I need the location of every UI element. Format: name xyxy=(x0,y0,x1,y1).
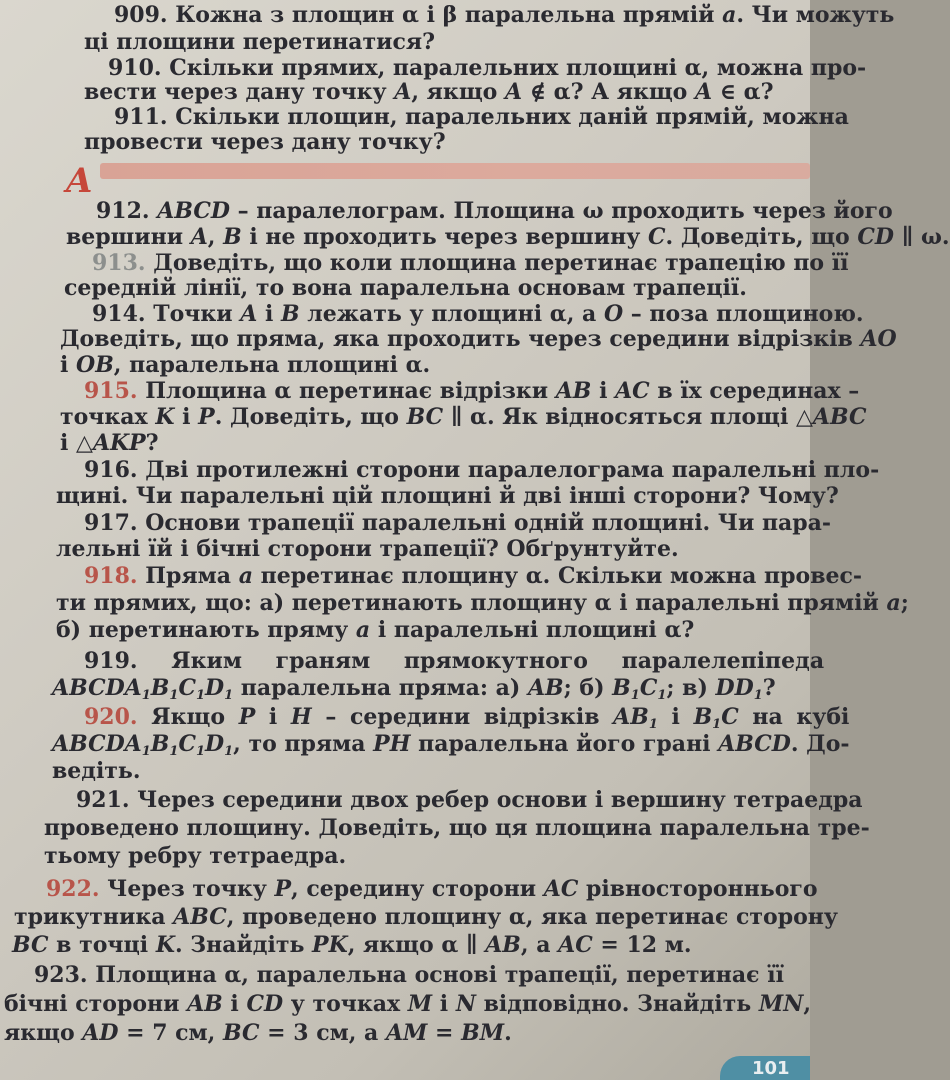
problem-923-line-3: якщо AD = 7 см, BC = 3 см, а AM = BM. xyxy=(4,1020,512,1046)
problem-918-line-3: б) перетинають пряму a і паралельні площині α? xyxy=(56,617,695,643)
problem-916-line-1: 916. Дві протилежні сторони паралелограма паралельні пло- xyxy=(84,457,880,483)
problem-911-line-1: 911. Скільки площин, паралельних даній прямій, можна xyxy=(114,104,849,130)
problem-914-line-1: 914. Точки A і B лежать у площині α, а O – поза площиною. xyxy=(92,301,864,327)
problem-922-line-2: трикутника ABC, проведено площину α, яка перетинає сторону xyxy=(14,904,838,930)
problem-910-line-2: вести через дану точку A, якщо A ∉ α? А якщо A ∈ α? xyxy=(84,79,774,105)
problem-918-line-2: ти прямих, що: а) перетинають площину α і паралельні прямій a; xyxy=(56,590,909,616)
problem-922-line-1: 922. Через точку P, середину сторони AC рівностороннього xyxy=(46,876,818,902)
page-number: 101 xyxy=(752,1058,790,1079)
problem-919-line-2: $ABCDA_1B_1C_1D_1$ паралельна пряма: а) AB; б) $B_1C_1$; в) $DD_1$? xyxy=(52,675,776,703)
problem-916-line-2: щині. Чи паралельні цій площині й дві інші сторони? Чому? xyxy=(56,483,839,509)
problem-913-line-2: середній лінії, то вона паралельна основам трапеції. xyxy=(64,275,747,301)
problem-915-line-2: точках K і P. Доведіть, що BC ∥ α. Як відносяться площі △ABC xyxy=(60,404,867,430)
problem-914-line-3: і OB, паралельна площині α. xyxy=(60,352,431,378)
level-banner xyxy=(100,163,810,179)
cube-name-920: $ABCDA_1B_1C_1D_1$ xyxy=(52,731,234,759)
problem-922-line-3: BC в точці K. Знайдіть PK, якщо α ∥ AB, а AC = 12 м. xyxy=(12,932,692,958)
problem-915-line-1: 915. Площина α перетинає відрізки AB і AC в їх серединах – xyxy=(84,378,860,404)
problem-921-line-2: проведено площину. Доведіть, що ця площина паралельна тре- xyxy=(44,815,870,841)
problem-917-line-1: 917. Основи трапеції паралельні одній площині. Чи пара- xyxy=(84,510,832,536)
problem-918-line-1: 918. Пряма a перетинає площину α. Скільки можна провес- xyxy=(84,563,863,589)
segment-ab1: $AB_1$ xyxy=(613,704,658,732)
problem-921-line-3: тьому ребру тетраедра. xyxy=(44,843,347,869)
problem-912-line-1: 912. ABCD – паралелограм. Площина ω проходить через його xyxy=(96,198,893,224)
problem-923-line-1: 923. Площина α, паралельна основі трапеції, перетинає її xyxy=(34,962,784,988)
problem-920-line-2: $ABCDA_1B_1C_1D_1$, то пряма PH паралельна його грані ABCD. До- xyxy=(52,731,850,759)
problem-920-line-1: 920. Якщо P і H – середини відрізків $AB_1$ і $B_1C$ на кубі xyxy=(84,704,850,732)
problem-909-line-1: 909. Кожна з площин α і β паралельна прямій a. Чи можуть xyxy=(114,2,895,28)
problem-915-line-3: і △AKP? xyxy=(60,430,159,456)
segment-dd1: $DD_1$ xyxy=(715,675,763,703)
level-a-marker: A xyxy=(66,161,93,201)
problem-920-line-3: ведіть. xyxy=(52,758,141,784)
problem-923-line-2: бічні сторони AB і CD у точках M і N відповідно. Знайдіть MN, xyxy=(4,991,812,1017)
page-number-badge xyxy=(720,1056,810,1080)
problem-911-line-2: провести через дану точку? xyxy=(84,129,446,155)
problem-919-line-1: 919. Яким граням прямокутного паралелепіпеда xyxy=(84,648,825,674)
problem-909-line-2: ці площини перетинатися? xyxy=(84,29,436,55)
cube-name: $ABCDA_1B_1C_1D_1$ xyxy=(52,675,234,703)
segment-b1c1: $B_1C_1$ xyxy=(612,675,667,703)
problem-917-line-2: лельні їй і бічні сторони трапеції? Обґрунтуйте. xyxy=(56,536,679,562)
segment-b1c: $B_1C$ xyxy=(693,704,739,732)
problem-913-line-1: 913. Доведіть, що коли площина перетинає трапецію по її xyxy=(92,250,849,276)
problem-914-line-2: Доведіть, що пряма, яка проходить через середини відрізків AO xyxy=(60,326,897,352)
problem-910-line-1: 910. Скільки прямих, паралельних площині α, можна про- xyxy=(108,55,867,81)
problem-912-line-2: вершини A, B і не проходить через вершину C. Доведіть, що CD ∥ ω. xyxy=(66,224,950,250)
problem-921-line-1: 921. Через середини двох ребер основи і вершину тетраедра xyxy=(76,787,863,813)
